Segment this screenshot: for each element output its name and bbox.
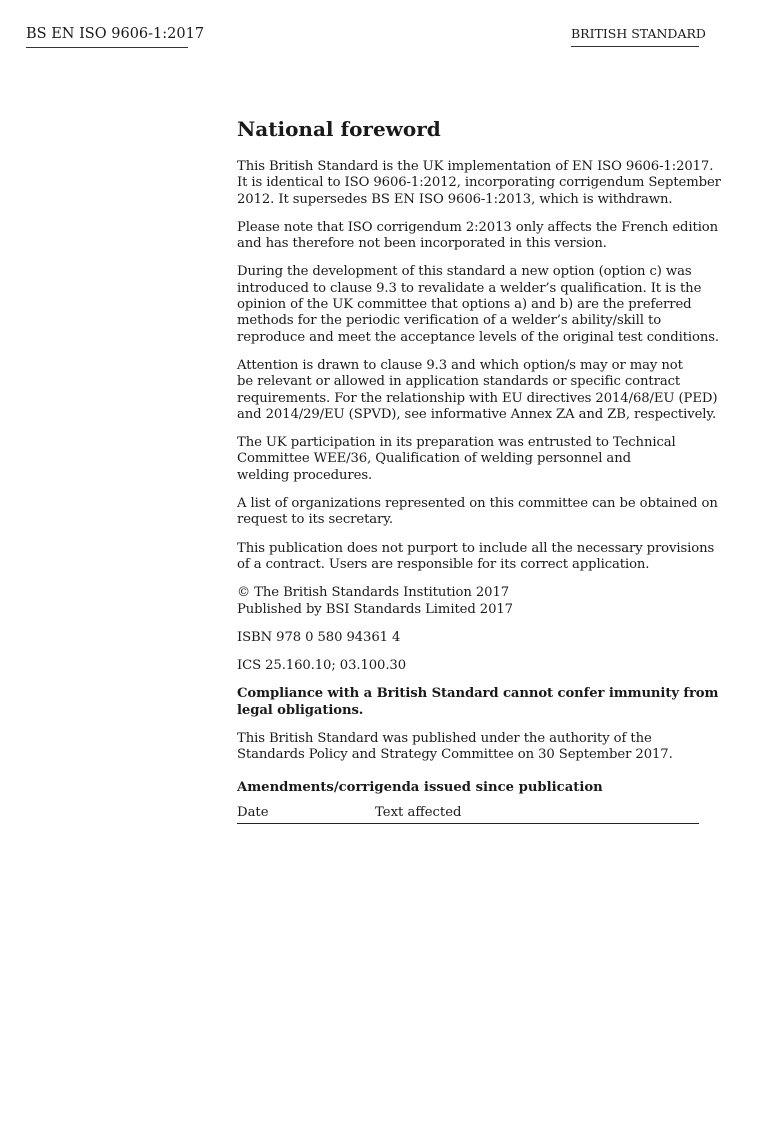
standard-series-label: BRITISH STANDARD	[571, 25, 699, 47]
text-line: ICS 25.160.10; 03.100.30	[237, 658, 406, 674]
text-line: During the development of this standard a new option (option c) was	[237, 264, 692, 280]
text-line: and 2014/29/EU (SPVD), see informative Annex ZA and ZB, respectively.	[237, 406, 717, 422]
paragraph-compliance	[237, 686, 719, 719]
text-line: Standards Policy and Strategy Committee on 30 September 2017.	[237, 747, 673, 763]
paragraph-isbn	[237, 630, 699, 646]
paragraph-corrigendum-note	[237, 219, 719, 253]
text-line: This British Standard was published under the authority of the	[237, 731, 652, 747]
text-line: A list of organizations represented on this committee can be obtained on	[237, 496, 718, 512]
text-line: Please note that ISO corrigendum 2:2013 only affects the French edition	[237, 219, 719, 235]
text-line: This publication does not purport to include all the necessary provisions	[237, 540, 715, 556]
text-line: The UK participation in its preparation was entrusted to Technical	[237, 435, 676, 451]
national-foreword-section	[237, 116, 721, 824]
text-line: and has therefore not been incorporated in this version.	[237, 236, 607, 252]
paragraph-eu-directives	[237, 357, 718, 423]
page-title: National foreword	[237, 117, 441, 141]
amendments-date-column-header: Date	[237, 804, 269, 820]
text-line: ISBN 978 0 580 94361 4	[237, 629, 401, 645]
text-line: Compliance with a British Standard cannot confer immunity from	[237, 686, 719, 702]
text-line: methods for the periodic verification of a welder’s ability/skill to	[237, 313, 662, 329]
text-line: introduced to clause 9.3 to revalidate a welder’s qualification. It is the	[237, 280, 702, 296]
text-line: request to its secretary.	[237, 512, 393, 528]
text-line: This British Standard is the UK implementation of EN ISO 9606-1:2017.	[237, 159, 714, 174]
text-line: of a contract. Users are responsible for its correct application.	[237, 556, 650, 572]
text-line: opinion of the UK committee that options a) and b) are the preferred	[237, 297, 692, 313]
paragraph-organizations	[237, 496, 718, 529]
text-line: welding procedures.	[237, 467, 373, 483]
document-id: BS EN ISO 9606-1:2017	[26, 24, 188, 48]
paragraph-implementation	[237, 159, 721, 208]
paragraph-copyright	[237, 585, 699, 618]
text-line: requirements. For the relationship with EU directives 2014/68/EU (PED)	[237, 390, 718, 406]
text-line: Attention is drawn to clause 9.3 and which option/s may or may not	[237, 357, 683, 373]
text-line: It is identical to ISO 9606-1:2012, incorporating corrigendum September	[237, 175, 721, 191]
paragraph-option-c	[237, 264, 720, 345]
text-line: © The British Standards Institution 2017	[237, 585, 510, 601]
amendments-text-column-header: Text affected	[375, 804, 462, 820]
paragraph-provisions	[237, 540, 715, 574]
amendments-heading: Amendments/corrigenda issued since publication	[237, 779, 603, 795]
text-line: legal obligations.	[237, 702, 364, 718]
text-line: be relevant or allowed in application standards or specific contract	[237, 374, 681, 390]
text-line: 2012. It supersedes BS EN ISO 9606-1:2013, which is withdrawn.	[237, 191, 673, 207]
paragraph-committee	[237, 435, 699, 484]
amendments-table-header	[237, 805, 699, 824]
text-line: reproduce and meet the acceptance levels of the original test conditions.	[237, 329, 720, 345]
paragraph-ics	[237, 658, 699, 674]
paragraph-authority	[237, 731, 699, 764]
text-line: Committee WEE/36, Qualification of welding personnel and	[237, 451, 631, 467]
text-line: Published by BSI Standards Limited 2017	[237, 601, 513, 617]
